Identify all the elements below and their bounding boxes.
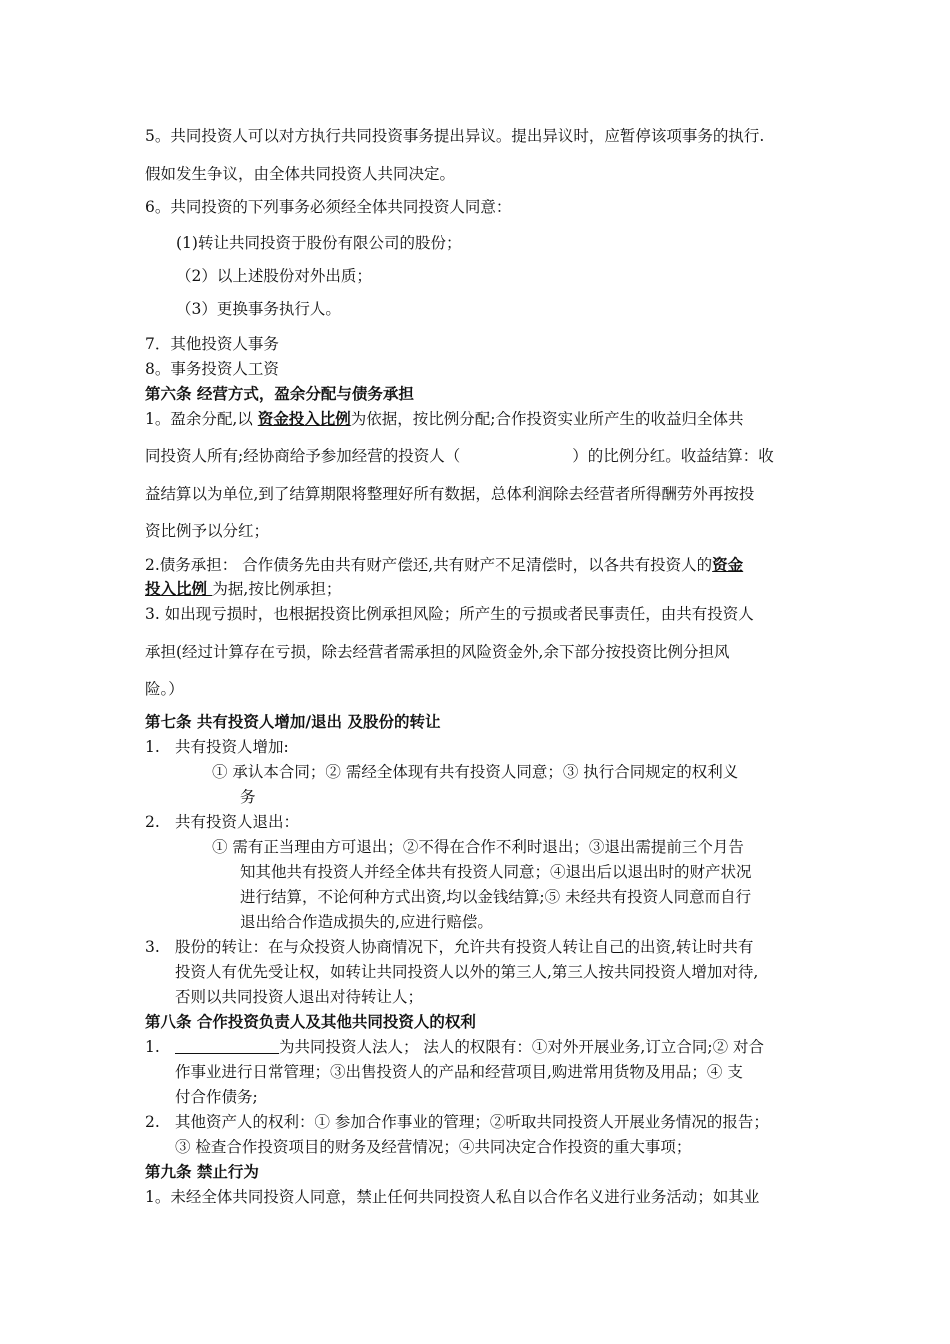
paragraph-line: [145, 409, 743, 429]
section-heading: 第八条 合作投资负责人及其他共同投资人的权利: [145, 1012, 476, 1031]
list-item: 股份的转让：在与众投资人协商情况下，允许共有投资人转让自己的出资,转让时共有: [175, 938, 754, 956]
paragraph-line: 5。共同投资人可以对方执行共同投资事务提出异议。提出异议时，应暂停该项事务的执行.: [145, 127, 765, 145]
list-number: 3.: [145, 938, 160, 956]
text: 2.债务承担： 合作债务先由共有财产偿还,共有财产不足清偿时，以各共有投资人的: [145, 556, 713, 574]
list-number: 2.: [145, 813, 160, 831]
paragraph-line: [145, 579, 341, 599]
list-item: （3）更换事务执行人。: [176, 300, 341, 318]
list-item: 作事业进行日常管理；③出售投资人的产品和经营项目,购进常用货物及用品；④ 支: [175, 1063, 743, 1081]
paragraph-line: 假如发生争议，由全体共同投资人共同决定。: [145, 165, 456, 183]
paragraph-line: 6。共同投资的下列事务必须经全体共同投资人同意：: [145, 198, 512, 216]
list-number: 1.: [145, 1038, 160, 1056]
list-item: 付合作债务;: [175, 1088, 258, 1106]
list-item: [175, 1037, 764, 1057]
paragraph-line: 7．其他投资人事务: [145, 335, 279, 353]
list-item: ③ 检查合作投资项目的财务及经营情况；④共同决定合作投资的重大事项；: [175, 1138, 692, 1156]
list-number: 1.: [145, 738, 160, 756]
list-item: 否则以共同投资人退出对待转让人；: [175, 988, 424, 1006]
paragraph-line: 1。未经全体共同投资人同意，禁止任何共同投资人私自以合作名义进行业务活动；如其业: [145, 1188, 760, 1206]
text: 为共同投资人法人； 法人的权限有：①对外开展业务,订立合同;② 对合: [279, 1038, 765, 1056]
text: 为据,按比例承担；: [212, 580, 342, 598]
paragraph-line: 险。）: [145, 680, 184, 698]
text: 为依据，按比例分配;合作投资实业所产生的收益归全体共: [350, 410, 744, 428]
paragraph-line: 资比例予以分红；: [145, 522, 270, 540]
list-subitem: ① 承认本合同；② 需经全体现有共有投资人同意；③ 执行合同规定的权利义: [212, 763, 739, 781]
section-heading: 第九条 禁止行为: [145, 1162, 259, 1181]
paragraph-line: [145, 446, 774, 466]
paragraph-line: [145, 555, 743, 575]
list-subitem: 进行结算，不论何种方式出资,均以金钱结算;⑤ 未经共有投资人同意而自行: [240, 888, 752, 906]
list-item: (1)转让共同投资于股份有限公司的股份；: [176, 234, 462, 252]
text: ）的比例分红。收益结算：收: [572, 447, 774, 465]
list-item: 共有投资人增加:: [175, 738, 289, 756]
paragraph-line: 8。事务投资人工资: [145, 360, 279, 378]
list-item: 共有投资人退出：: [175, 813, 300, 831]
paragraph-line: 承担(经过计算存在亏损，除去经营者需承担的风险资金外,余下部分按投资比例分担风: [145, 643, 730, 661]
list-subitem: 知其他共有投资人并经全体共有投资人同意；④退出后以退出时的财产状况: [240, 863, 752, 881]
fill-in-blank: [175, 1039, 279, 1054]
section-heading: 第七条 共有投资人增加/退出 及股份的转让: [145, 712, 441, 731]
underlined-term: 资金: [712, 555, 744, 574]
list-item: 其他资产人的权利：① 参加合作事业的管理；②听取共同投资人开展业务情况的报告；: [175, 1113, 769, 1131]
paragraph-line: 益结算以为单位,到了结算期限将整理好所有数据，总体利润除去经营者所得酬劳外再按投: [145, 485, 755, 503]
paragraph-line: 3. 如出现亏损时，也根据投资比例承担风险；所产生的亏损或者民事责任，由共有投资人: [145, 605, 754, 623]
list-item: 投资人有优先受让权，如转让共同投资人以外的第三人,第三人按共同投资人增加对待,: [175, 963, 759, 981]
list-subitem: ① 需有正当理由方可退出；②不得在合作不利时退出；③退出需提前三个月告: [212, 838, 744, 856]
underlined-term: 资金投入比例: [257, 409, 351, 428]
text: 同投资人所有;经协商给予参加经营的投资人（: [145, 447, 461, 465]
list-subitem: 退出给合作造成损失的,应进行赔偿。: [240, 913, 493, 931]
text: 1。盈余分配,以: [145, 410, 258, 428]
list-number: 2.: [145, 1113, 160, 1131]
section-heading: 第六条 经营方式，盈余分配与债务承担: [145, 384, 414, 403]
underlined-term: 投入比例: [145, 579, 213, 598]
list-subitem: 务: [240, 788, 256, 806]
list-item: （2）以上述股份对外出质；: [176, 267, 372, 285]
